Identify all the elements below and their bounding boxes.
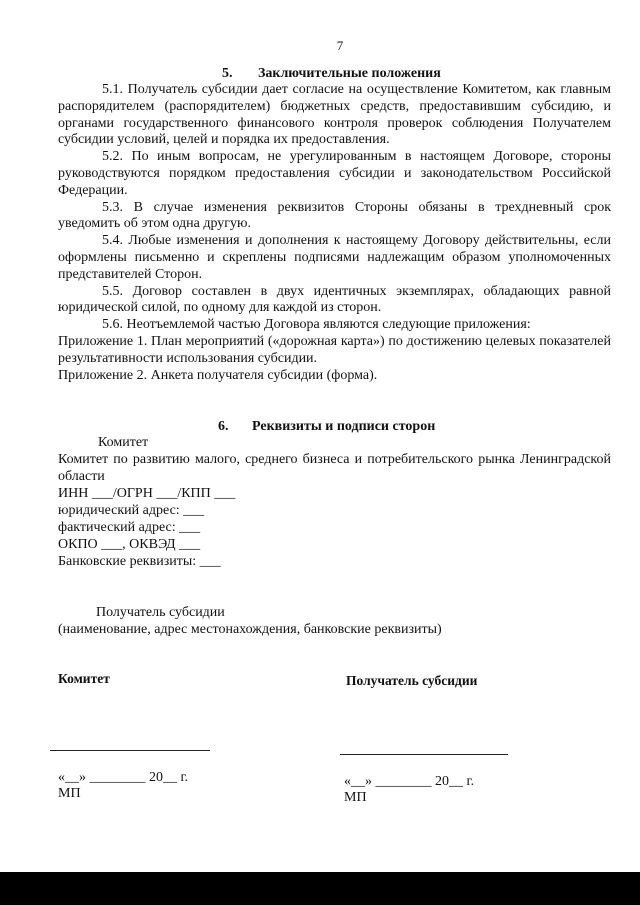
signature-line-right: [340, 754, 508, 755]
actual-address-line: фактический адрес: ___: [58, 520, 201, 535]
date-right: «__» ________ 20__ г.: [344, 774, 475, 789]
legal-address-line: юридический адрес: ___: [58, 503, 205, 518]
section-6-title: Реквизиты и подписи сторон: [252, 419, 436, 434]
stamp-right: МП: [344, 790, 367, 805]
signature-right-title: Получатель субсидии: [346, 673, 478, 688]
date-left: «__» ________ 20__ г.: [58, 770, 189, 785]
section-5-number: 5.: [222, 66, 233, 81]
recipient-label: Получатель субсидии: [96, 605, 225, 620]
page-number: 7: [336, 38, 344, 53]
committee-label: Комитет: [98, 435, 149, 450]
section-6-number: 6.: [218, 419, 229, 434]
stamp-left: МП: [58, 786, 81, 801]
committee-name-text: Комитет по развитию малого, среднего бизнеса и потребительского рынка Ленинградской области: [58, 452, 611, 484]
clause-5-1: 5.1. Получатель субсидии дает согласие на осуществление Комитетом, как главным распорядителем (распорядителем) бюджетных средств, предоставившим субсидию, и органами государственного финансового контроля проверок соблюдения Получателем субсидии условий, целей и порядка их предоставления.: [58, 82, 611, 148]
clause-5-2: 5.2. По иным вопросам, не урегулированным в настоящем Договоре, стороны руководствуются порядком предоставления субсидии и законодательством Российской Федерации.: [58, 149, 611, 198]
recipient-note: (наименование, адрес местонахождения, банковские реквизиты): [58, 622, 442, 637]
section-5-title: Заключительные положения: [258, 66, 441, 81]
okpo-line: ОКПО ___, ОКВЭД ___: [58, 537, 201, 552]
signature-line-left: [50, 750, 210, 751]
clause-5-3: 5.3. В случае изменения реквизитов Стороны обязаны в трехдневный срок уведомить об этом одна другую.: [58, 199, 611, 232]
clause-5-4: 5.4. Любые изменения и дополнения к настоящему Договору действительны, если оформлены письменно и скреплены подписями надлежащим образом уполномоченных представителей Сторон.: [58, 233, 611, 282]
inn-line: ИНН ___/ОГРН ___/КПП ___: [58, 486, 236, 501]
section-5-body: [58, 82, 611, 384]
appendix-1: Приложение 1. План мероприятий («дорожная карта») по достижению целевых показателей результативности использования субсидии.: [58, 333, 611, 366]
scan-border: [0, 872, 640, 905]
clause-5-6: 5.6. Неотъемлемой частью Договора являются следующие приложения:: [102, 317, 531, 333]
clause-5-5: 5.5. Договор составлен в двух идентичных экземплярах, обладающих равной юридической силой, по одному для каждой из сторон.: [58, 283, 611, 316]
signature-left-title: Комитет: [58, 671, 110, 686]
appendix-2: Приложение 2. Анкета получателя субсидии (форма).: [58, 367, 378, 383]
committee-name: [58, 451, 611, 485]
bank-details-line: Банковские реквизиты: ___: [58, 554, 221, 569]
